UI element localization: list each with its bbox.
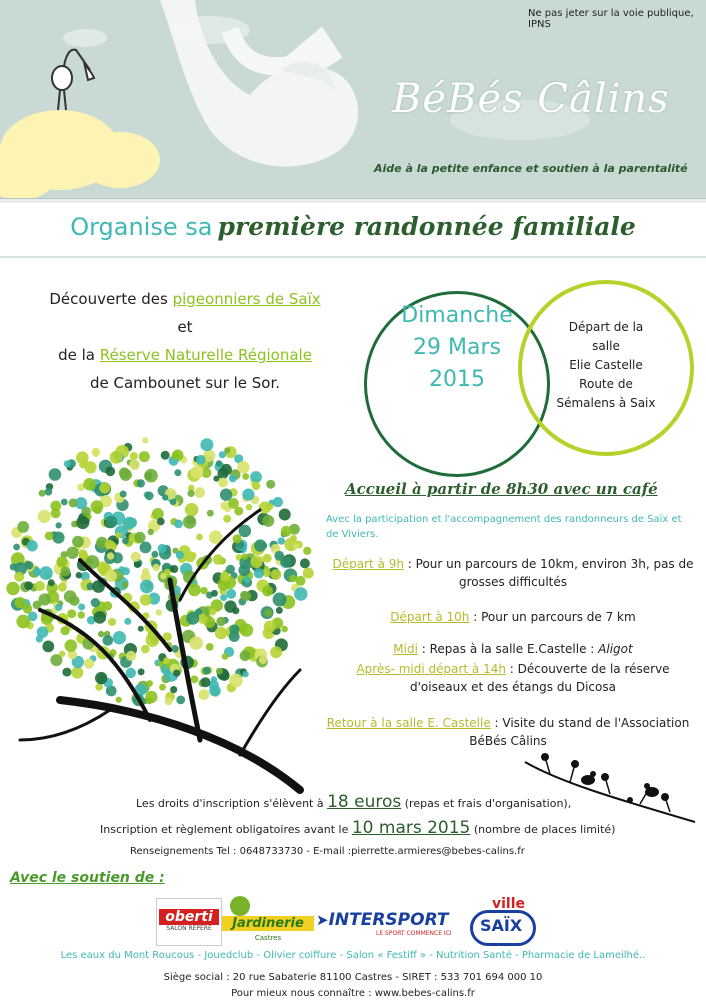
pigeonniers-link-text: pigeonniers de Saïx <box>172 290 321 308</box>
schedule-midi-label: Midi <box>393 642 418 656</box>
ville-saix-logo <box>466 896 536 942</box>
schedule-14h-label: Après- midi départ à 14h <box>356 662 506 676</box>
sponsors-title: Avec le soutien de : <box>10 870 165 886</box>
banner-divider <box>0 198 706 203</box>
schedule-10h-label: Départ à 10h <box>390 610 470 624</box>
deadline-line <box>100 818 696 838</box>
oberti-logo <box>156 898 222 946</box>
intersport-logo-text: INTERSPORT <box>328 910 449 930</box>
yellow-cloud-icon <box>0 110 160 198</box>
schedule-9h <box>330 555 696 591</box>
place-circle-text <box>524 318 688 413</box>
intro-line-3: de la Réserve Naturelle Régionale <box>58 346 312 364</box>
siege-line: Siège social : 20 rue Sabaterie 81100 Castres - SIRET : 533 701 694 000 10 <box>163 972 543 983</box>
schedule-midi-dish: Aligot <box>598 642 633 656</box>
fees-pre: Les droits d'inscription s'élèvent à <box>136 797 324 810</box>
deadline-date: 10 mars 2015 <box>351 818 471 838</box>
schedule-retour-label: Retour à la salle E. Castelle <box>326 716 491 730</box>
jardinerie-logo-sub: Castres <box>254 934 282 942</box>
place-line-2: salle <box>592 339 620 353</box>
small-stork-icon <box>52 50 94 110</box>
intersport-logo-sub: LE SPORT COMMENCE ICI <box>376 930 452 937</box>
tagline: Aide à la petite enfance et soutien à la parentalité <box>374 162 688 175</box>
schedule-retour-text: : Visite du stand de l'Association BéBés Câlins <box>469 716 690 748</box>
contact-line: Renseignements Tel : 0648733730 - E-mail :pierrette.armieres@bebes-calins.fr <box>130 846 525 857</box>
schedule-14h-text: : Découverte de la réserve d'oiseaux et des étangs du Dicosa <box>410 662 670 694</box>
place-line-3: Elie Castelle <box>569 358 643 372</box>
bird-icon <box>581 771 596 785</box>
schedule-midi <box>330 640 696 658</box>
place-line-4: Route de <box>579 377 633 391</box>
intro-line-4: de Cambounet sur le Sor. <box>89 374 281 392</box>
place-line-1: Départ de la <box>568 320 644 334</box>
schedule-retour <box>320 714 696 750</box>
headline-divider <box>0 256 706 258</box>
schedule-9h-text: : Pour un parcours de 10km, environ 3h, pas de grosses difficultés <box>403 557 694 589</box>
header-banner <box>0 0 706 198</box>
headline-part1: Organise sa <box>70 213 213 241</box>
schedule-10h <box>330 608 696 626</box>
jardinerie-logo-text: Jardinerie <box>222 916 314 931</box>
fees-line <box>136 792 696 812</box>
notice-text: Ne pas jeter sur la voie publique, IPNS <box>528 8 694 30</box>
welcome-title: Accueil à partir de 8h30 avec un café <box>345 480 658 498</box>
date-day: Dimanche <box>401 303 513 328</box>
ville-logo-text: ville <box>492 896 526 912</box>
intersport-arrow-icon: ➤ <box>316 911 329 929</box>
headline <box>0 212 706 252</box>
deadline-pre: Inscription et règlement obligatoires avant le <box>100 823 349 836</box>
deadline-post: (nombre de places limité) <box>473 823 616 836</box>
oberti-logo-text: oberti <box>159 909 219 925</box>
intro-block <box>0 285 370 397</box>
oberti-logo-sub: SALON REPERE <box>166 925 212 932</box>
fees-amount: 18 euros <box>327 792 402 812</box>
jardinerie-figure-icon <box>230 896 250 916</box>
reserve-text: Réserve Naturelle Régionale <box>99 346 312 364</box>
logo-title: BéBés Câlins <box>392 76 670 122</box>
intro-line-1: Découverte des pigeonniers de Saïx <box>49 290 321 308</box>
sponsors-list: Les eaux du Mont Roucous - Jouedclub - Olivier coiffure - Salon « Festiff » - Nutrition Santé - Pharmacie de Lameilhé.. <box>60 950 646 961</box>
intro-line-2: et <box>177 318 193 336</box>
jardinerie-logo <box>222 896 314 944</box>
fees-post: (repas et frais d'organisation), <box>404 797 572 810</box>
schedule-10h-text: : Pour un parcours de 7 km <box>469 610 636 624</box>
saix-logo-text: SAÏX <box>480 916 523 935</box>
schedule-14h <box>330 660 696 696</box>
website-line: Pour mieux nous connaître : www.bebes-calins.fr <box>231 988 475 999</box>
place-line-5: Sémalens à Saix <box>556 396 656 410</box>
schedule-9h-label: Départ à 9h <box>332 557 404 571</box>
participation-text: Avec la participation et l'accompagnement des randonneurs de Saïx et de Viviers. <box>326 514 682 540</box>
schedule-midi-text: : Repas à la salle E.Castelle : <box>417 642 599 656</box>
date-year: 2015 <box>429 367 485 392</box>
headline-part2: première randonnée familiale <box>217 212 636 241</box>
flower-tree-illustration <box>0 410 330 800</box>
date-date: 29 Mars <box>413 335 501 360</box>
intersport-logo <box>316 910 466 940</box>
